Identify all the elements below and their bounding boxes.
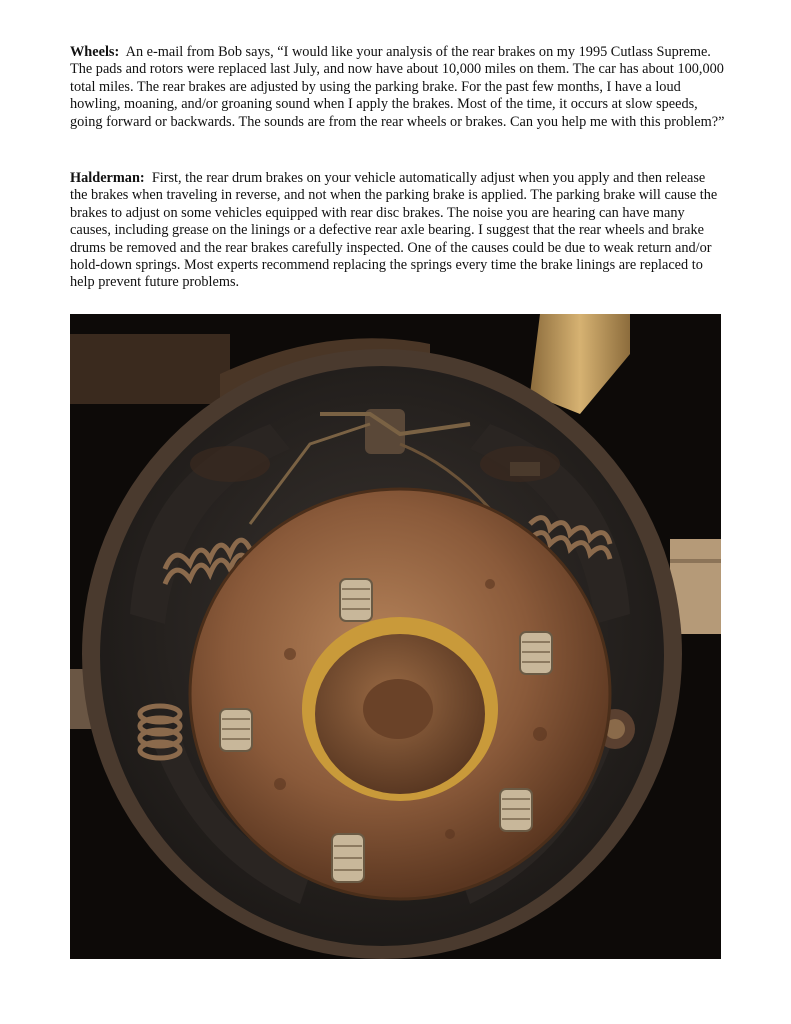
paragraph-halderman-answer	[70, 170, 725, 292]
speaker-label: Halderman:	[70, 170, 145, 186]
paragraph-wheels-question	[70, 44, 725, 131]
paragraph-text: An e-mail from Bob says, “I would like your analysis of the rear brakes on my 1995 Cutlass Supreme. The pads and rotors were replaced last July, and now have about 10,000 miles on them. The car has about 100,000 total miles. The rear brakes are adjusted by using the parking brake. For the past few months, I have a loud howling, moaning, and/or groaning sound when I apply the brakes. Most of the time, it occurs at slow speeds, going forward or backwards. The sounds are from the rear wheels or brakes. Can you help me with this problem?”	[70, 44, 725, 130]
brake-assembly-photo	[70, 314, 721, 959]
drum-brake-illustration-icon	[70, 314, 721, 959]
paragraph-text: First, the rear drum brakes on your vehicle automatically adjust when you apply and then release the brakes when traveling in reverse, and not when the parking brake is applied. The parking brake will cause the brakes to adjust on some vehicles equipped with rear disc brakes. The noise you are hearing can have many causes, including grease on the linings or a defective rear axle bearing. I suggest that the rear wheels and brake drums be removed and the rear brakes carefully inspected. One of the causes could be due to weak return and/or hold-down springs. Most experts recommend replacing the springs every time the brake linings are replaced to help prevent future problems.	[70, 170, 718, 291]
speaker-label: Wheels:	[70, 44, 120, 60]
